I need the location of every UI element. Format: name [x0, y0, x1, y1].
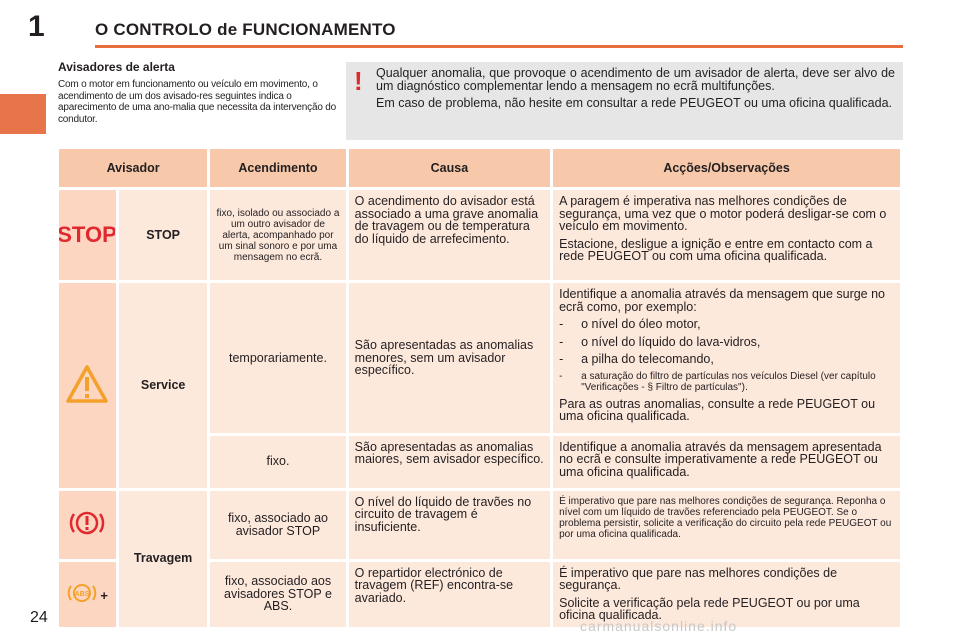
warning-triangle-icon [65, 364, 109, 404]
list-item: - a saturação do filtro de partículas nos veículos Diesel (ver capítulo "Verificações - § Filtro de partículas"). [559, 370, 876, 393]
travagem-2-causa: O repartidor electrónico de travagem (REF) encontra-se avariado. [349, 562, 550, 627]
table-header-row [59, 149, 900, 187]
travagem-1-causa: O nível do líquido de travões no circuito de travagem é insuficiente. [349, 491, 550, 559]
travagem-2-accoes-p2: Solicite a verificação pela rede PEUGEOT ou por uma oficina qualificada. [559, 595, 860, 622]
stop-accoes [553, 190, 900, 280]
service-icon-cell [59, 283, 116, 488]
stop-accoes-p2: Estacione, desligue a ignição e entre em contacto com a rede PEUGEOT ou com uma oficina qualificada. [559, 236, 873, 263]
service-2-causa: São apresentadas as anomalias maiores, sem avisador específico. [349, 436, 550, 488]
travagem-1-acendimento: fixo, associado ao avisador STOP [210, 491, 345, 559]
service-1-accoes-intro: Identifique a anomalia através da mensagem que surge no ecrã como, por exemplo: [559, 287, 886, 314]
travagem-1-accoes: É imperativo que pare nas melhores condições de segurança. Reponha o nível com um líquido de travões referenciado pela PEUGEOT. Se o problema persistir, solicite a verificação do circuito pela rede PEUGEOT ou por uma oficina qualificada. [553, 491, 900, 559]
stop-acendimento: fixo, isolado ou associado a um outro avisador de alerta, acompanhado por um sinal sonoro e por uma mensagem no ecrã. [210, 190, 345, 280]
service-2-acendimento: fixo. [210, 436, 345, 488]
service-1-causa: São apresentadas as anomalias menores, sem um avisador específico. [349, 283, 550, 433]
table-row-stop [59, 190, 900, 280]
header-avisador: Avisador [59, 149, 207, 187]
abs-warning-icon [67, 580, 97, 606]
page-number: 24 [30, 609, 48, 626]
chapter-number: 1 [28, 10, 45, 43]
service-1-accoes-end: Para as outras anomalias, consulte a rede PEUGEOT ou uma oficina qualificada. [559, 396, 876, 423]
warning-note-p2: Em caso de problema, não hesite em consultar a rede PEUGEOT ou uma oficina qualificada. [376, 96, 893, 110]
travagem-2-accoes [553, 562, 900, 627]
table-row-travagem-1 [59, 491, 900, 559]
warning-note-p1: Qualquer anomalia, que provoque o acendimento de um avisador de alerta, deve ser alvo de um diagnóstico complementar lendo a mensagem no ecrã multifunções. [376, 66, 895, 93]
intro-text: Com o motor em funcionamento ou veículo em movimento, o acendimento de um dos avisado-res seguintes indica o aparecimento de uma ano-malia que necessita da intervenção do condutor. [58, 79, 336, 125]
watermark: carmanualsonline.info [580, 618, 738, 634]
travagem-2-accoes-p1: É imperativo que pare nas melhores condições de segurança. [559, 565, 838, 592]
header-acendimento: Acendimento [210, 149, 345, 187]
stop-name: STOP [119, 190, 207, 280]
travagem-2-acendimento: fixo, associado aos avisadores STOP e ABS. [210, 562, 345, 627]
chapter-side-tab [0, 94, 46, 134]
stop-accoes-p1: A paragem é imperativa nas melhores condições de segurança, uma vez que o motor poderá desligar-se com o veículo em movimento. [559, 194, 887, 233]
list-item: - a pilha do telecomando, [559, 352, 714, 366]
svg-text:ABS: ABS [74, 590, 90, 598]
service-2-accoes: Identifique a anomalia através da mensagem apresentada no ecrã e consulte imperativamente a rede PEUGEOT ou uma oficina qualificada. [553, 436, 900, 488]
intro-title: Avisadores de alerta [58, 60, 175, 74]
plus-sign: + [100, 587, 109, 603]
list-item: - o nível do óleo motor, [559, 317, 701, 331]
travagem-name: Travagem [119, 491, 207, 627]
service-1-acendimento: temporariamente. [210, 283, 345, 433]
exclamation-icon: ! [354, 66, 363, 96]
list-item: - o nível do líquido do lava-vidros, [559, 334, 761, 349]
svg-text:STOP: STOP [59, 221, 116, 247]
warning-lights-table [56, 146, 903, 630]
brake-icon-cell [59, 491, 116, 559]
brake-warning-icon [67, 506, 107, 540]
warning-note-box [346, 62, 903, 140]
service-name: Service [119, 283, 207, 488]
table-row-service-1 [59, 283, 900, 433]
chapter-title: O CONTROLO de FUNCIONAMENTO [95, 20, 396, 39]
stop-icon-cell [59, 190, 116, 280]
service-1-accoes [553, 283, 900, 433]
header-rule [95, 45, 903, 48]
intro-section [58, 60, 338, 125]
stop-causa: O acendimento do avisador está associado a uma grave anomalia de travagem ou de temperatura do líquido de arrefecimento. [349, 190, 550, 280]
abs-icon-cell [59, 562, 116, 627]
header-causa: Causa [349, 149, 550, 187]
stop-icon [59, 219, 115, 249]
header-accoes: Acções/Observações [553, 149, 900, 187]
